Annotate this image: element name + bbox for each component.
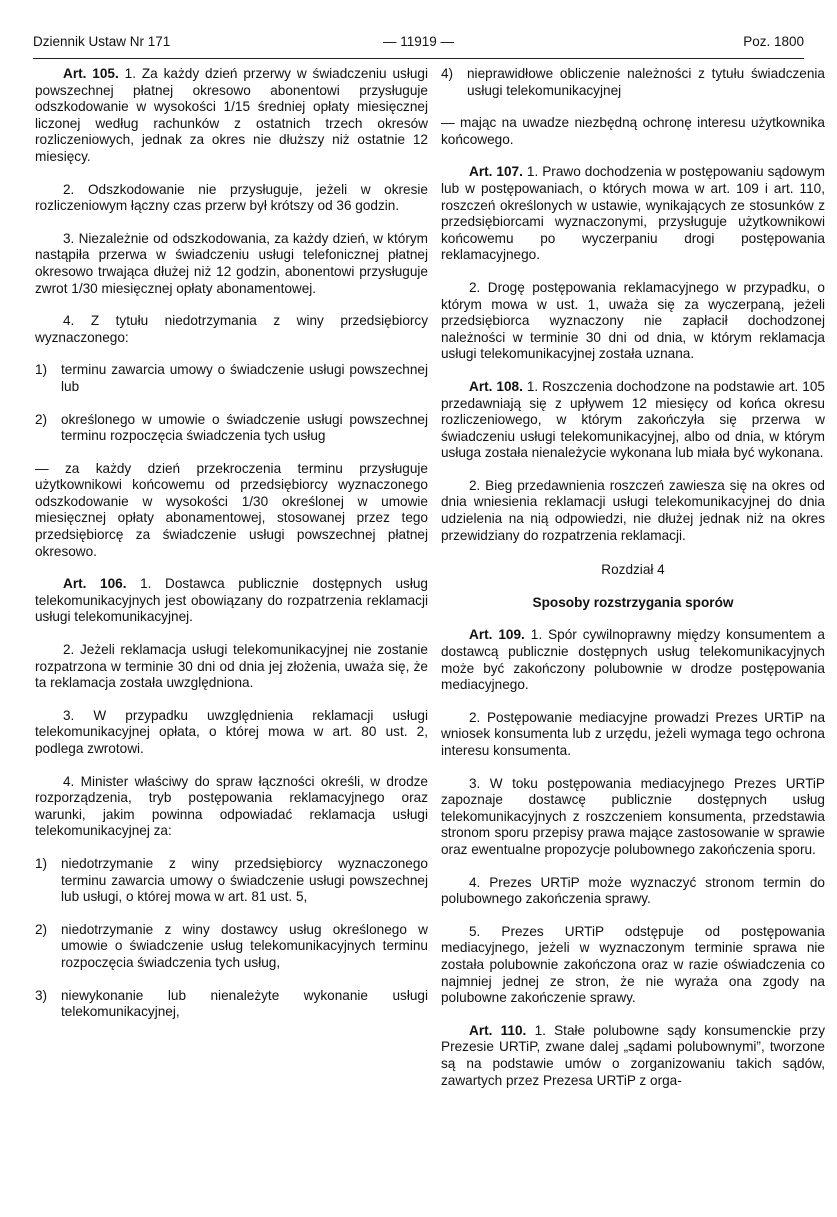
list-item: 2) określonego w umowie o świadczenie usługi powszechnej terminu rozpoczęcia świadczenia tych usług xyxy=(35,411,428,444)
chapter-heading: Rozdział 4 xyxy=(601,562,665,578)
left-column xyxy=(35,66,428,1037)
page-number: — 11919 — xyxy=(382,34,455,49)
list-item: 2) niedotrzymanie z winy dostawcy usług określonego w umowie o świadczenie usług telekomunikacyjnych terminu rozpoczęcia świadczenia tych usług, xyxy=(35,921,428,970)
chapter-title: Sposoby rozstrzygania sporów xyxy=(532,594,734,610)
article-105-tail: — za każdy dzień przekroczenia terminu przysługuje użytkownikowi końcowemu od przedsiębiorcy wyznaczonego odszkodowanie w wysokości 1/30 określonej w umowie miesięcznej opłaty abonamentowej, stosowanej przez tego przedsiębiorcę za świadczenie usługi powszechnej płatnej okresowo. xyxy=(35,460,428,559)
article-110-label: Art. 110. xyxy=(469,1022,527,1038)
article-107-para-2: 2. Drogę postępowania reklamacyjnego w przypadku, o którym mowa w ust. 1, uważa się za wyczerpaną, jeżeli przedsiębiorca wyznaczony nie zapłacił dochodzonej należności w terminie 30 dni od dnia, w którym reklamacja usługi telekomunikacyjnej została uznana. xyxy=(441,279,825,362)
article-106-para-1: Art. 106. 1. Dostawca publicznie dostępnych usług telekomunikacyjnych jest obowiązany do rozpatrzenia reklamacji usługi telekomunikacyjnej. xyxy=(35,576,428,625)
article-109-para-3: 3. W toku postępowania mediacyjnego Prezes URTiP zapoznaje dostawcę publicznie dostępnych usług telekomunikacyjnych z roszczeniem konsumenta, przedstawia stronom sporu przepisy prawa mające zastosowanie w sprawie oraz ewentualne propozycje polubownego zakończenia sporu. xyxy=(441,775,825,857)
article-106-label: Art. 106. xyxy=(63,576,127,592)
right-column xyxy=(441,66,825,1105)
list-item: 3) niewykonanie lub nienależyte wykonanie usługi telekomunikacyjnej, xyxy=(35,987,428,1020)
article-105-para-3: 3. Niezależnie od odszkodowania, za każdy dzień, w którym nastąpiła przerwa w świadczeniu usługi telefonicznej płatnej okresowo trwająca dłużej niż 12 godzin, abonentowi przysługuje zwrot 1/30 miesięcznej opłaty abonamentowej. xyxy=(35,230,428,296)
list-item: 4) nieprawidłowe obliczenie należności z tytułu świadczenia usługi telekomunikacyjnej xyxy=(441,66,825,98)
article-109-para-5: 5. Prezes URTiP odstępuje od postępowania mediacyjnego, jeżeli w wyznaczonym terminie sprawa nie została polubownie zakończona oraz w razie oświadczenia co najmniej jednej ze stron, że nie wyraża ona zgody na polubowne zakończenie sprawy. xyxy=(441,923,825,1006)
article-110-para-1: Art. 110. 1. Stałe polubowne sądy konsumenckie przy Prezesie URTiP, zwane dalej „sądami polubownymi”, tworzone są na podstawie umów o zorganizowaniu takich sądów, zawartych przez Prezesa URTiP z orga- xyxy=(441,1022,825,1088)
article-108-label: Art. 108. xyxy=(469,378,523,394)
article-107-label: Art. 107. xyxy=(469,164,523,180)
article-106-para-4: 4. Minister właściwy do spraw łączności określi, w drodze rozporządzenia, tryb postępowania reklamacyjnego oraz warunki, jakim powinna odpowiadać reklamacja usługi telekomunikacyjnej za: xyxy=(35,773,428,839)
list-item: 1) terminu zawarcia umowy o świadczenie usługi powszechnej lub xyxy=(35,362,428,394)
article-106-tail: — mając na uwadze niezbędną ochronę interesu użytkownika końcowego. xyxy=(441,115,825,147)
article-106-para-2: 2. Jeżeli reklamacja usługi telekomunikacyjnej nie zostanie rozpatrzona w terminie 30 dni od dnia jej złożenia, uważa się, że ta reklamacja została uwzględniona. xyxy=(35,642,428,691)
article-105-para-2: 2. Odszkodowanie nie przysługuje, jeżeli w okresie rozliczeniowym łączny czas przerw był krótszy od 36 godzin. xyxy=(35,181,428,214)
position-number: Poz. 1800 xyxy=(743,34,804,49)
article-108-para-1: Art. 108. 1. Roszczenia dochodzone na podstawie art. 105 przedawniają się z upływem 12 miesięcy od końca okresu rozliczeniowego, w którym zakończyła się przerwa w świadczeniu usługi telekomunikacyjnej, albo od dnia, w którym usługa została nienależycie wykonana lub miała być wykonana. xyxy=(441,378,825,461)
article-105-para-1: Art. 105. 1. Za każdy dzień przerwy w świadczeniu usługi powszechnej płatnej okresowo abonentowi przysługuje odszkodowanie w wysokości 1/15 średniej opłaty miesięcznej liczonej według rachunków z ostatnich trzech okresów rozliczeniowych, jednak za okres nie dłuższy niż ostatnie 12 miesięcy. xyxy=(35,66,428,164)
article-109-label: Art. 109. xyxy=(469,627,525,643)
article-109-para-4: 4. Prezes URTiP może wyznaczyć stronom termin do polubownego zakończenia sprawy. xyxy=(441,874,825,907)
article-109-para-2: 2. Postępowanie mediacyjne prowadzi Prezes URTiP na wniosek konsumenta lub z urzędu, jeżeli wymaga tego ochrona interesu konsumenta. xyxy=(441,709,825,758)
article-105-label: Art. 105. xyxy=(63,66,119,81)
article-108-para-2: 2. Bieg przedawnienia roszczeń zawiesza się na okres od dnia wniesienia reklamacji usługi telekomunikacyjnej do dnia udzielenia na nią odpowiedzi, nie dłużej jednak niż na okres przewidziany do rozpatrzenia reklamacji. xyxy=(441,477,825,543)
article-106-para-3: 3. W przypadku uwzględnienia reklamacji usługi telekomunikacyjnej opłata, o której mowa w art. 80 ust. 2, podlega zwrotowi. xyxy=(35,707,428,756)
journal-title: Dziennik Ustaw Nr 171 xyxy=(33,34,171,49)
article-107-para-1: Art. 107. 1. Prawo dochodzenia w postępowaniu sądowym lub w postępowaniach, o których mowa w art. 109 i art. 110, roszczeń określonych w ustawie, wynikających ze stosunków z przedsiębiorcami wyznaczonymi, przysługuje użytkownikowi końcowemu po wyczerpaniu drogi postępowania reklamacyjnego. xyxy=(441,164,825,263)
article-105-para-4: 4. Z tytułu niedotrzymania z winy przedsiębiorcy wyznaczonego: xyxy=(35,313,428,345)
article-109-para-1: Art. 109. 1. Spór cywilnoprawny między konsumentem a dostawcą publicznie dostępnych usług telekomunikacyjnych może być zakończony polubownie w drodze postępowania mediacyjnego. xyxy=(441,627,825,693)
page-header xyxy=(33,34,804,59)
list-item: 1) niedotrzymanie z winy przedsiębiorcy wyznaczonego terminu zawarcia umowy o świadczenie usługi powszechnej lub usługi, o której mowa w art. 81 ust. 5, xyxy=(35,855,428,905)
